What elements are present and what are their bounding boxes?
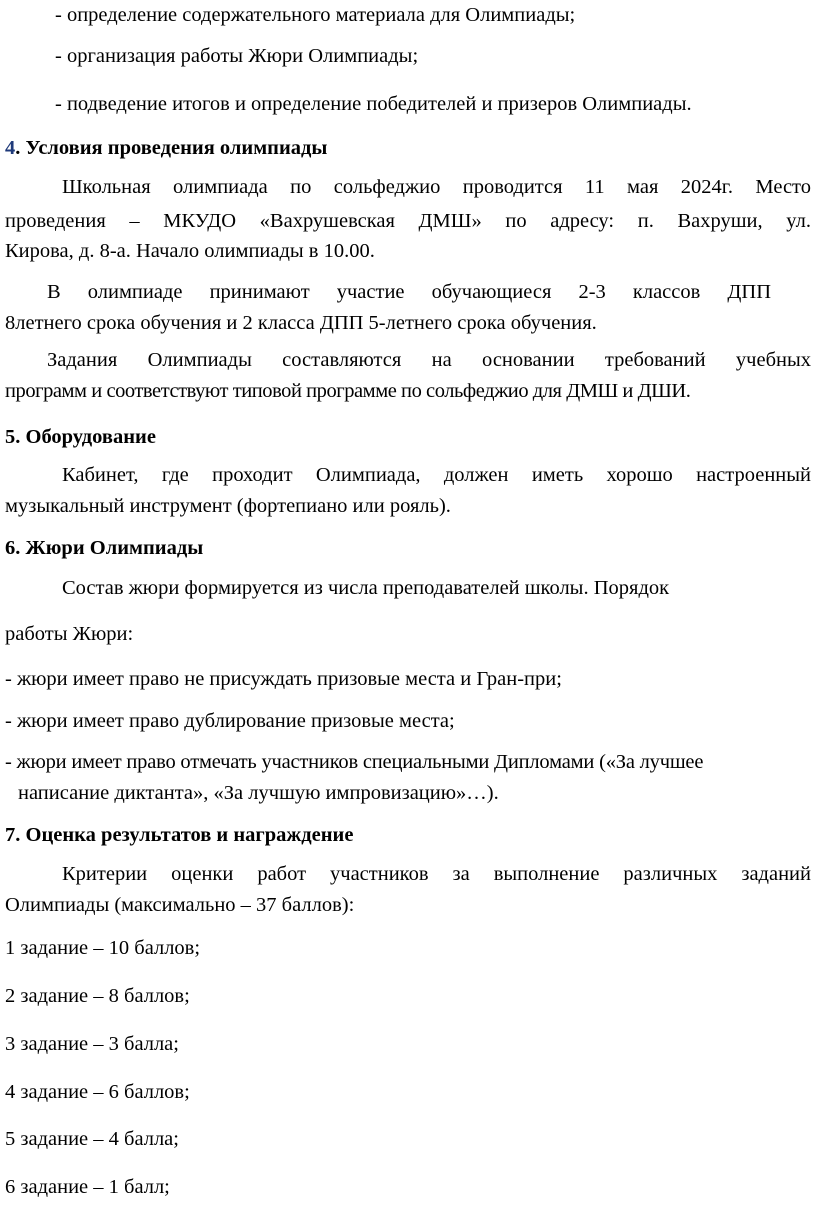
task-score: 1 задание – 10 баллов; <box>5 937 201 959</box>
list-item: - жюри имеет право не присуждать призовые места и Гран-при; <box>5 668 562 690</box>
list-item: - жюри имеет право дублирование призовые места; <box>5 710 455 732</box>
paragraph-line: 8летнего срока обучения и 2 класса ДПП 5-летнего срока обучения. <box>5 312 597 334</box>
section-heading: 7. Оценка результатов и награждение <box>5 824 354 846</box>
paragraph-line: Критерии оценки работ участников за выполнение различных заданий <box>62 863 811 885</box>
list-item: - организация работы Жюри Олимпиады; <box>55 45 419 67</box>
task-score: 2 задание – 8 баллов; <box>5 985 190 1007</box>
section-heading: 6. Жюри Олимпиады <box>5 537 204 559</box>
paragraph-line: Олимпиады (максимально – 37 баллов): <box>5 894 355 916</box>
task-score: 6 задание – 1 балл; <box>5 1176 170 1198</box>
paragraph-line: Кирова, д. 8-а. Начало олимпиады в 10.00. <box>5 240 375 262</box>
section-heading: 5. Оборудование <box>5 426 156 448</box>
list-item-continuation: написание диктанта», «За лучшую импровизацию»…). <box>18 782 499 804</box>
task-score: 5 задание – 4 балла; <box>5 1128 179 1150</box>
section-number: 4 <box>5 137 16 159</box>
paragraph-line: Задания Олимпиады составляются на основании требований учебных <box>47 349 811 371</box>
section-heading <box>5 138 327 159</box>
task-score: 3 задание – 3 балла; <box>5 1033 179 1055</box>
paragraph-line: Состав жюри формируется из числа преподавателей школы. Порядок <box>62 577 670 599</box>
paragraph-line: работы Жюри: <box>5 623 134 645</box>
paragraph-line: проведения – МКУДО «Вахрушевская ДМШ» по адресу: п. Вахруши, ул. <box>5 210 811 232</box>
list-item: - определение содержательного материала для Олимпиады; <box>55 4 576 26</box>
paragraph-line: Школьная олимпиада по сольфеджио проводится 11 мая 2024г. Место <box>62 176 811 198</box>
task-score: 4 задание – 6 баллов; <box>5 1081 190 1103</box>
list-item: - подведение итогов и определение победителей и призеров Олимпиады. <box>55 93 692 115</box>
section-title: . Условия проведения олимпиады <box>15 137 328 159</box>
list-item: - жюри имеет право отмечать участников специальными Дипломами («За лучшее <box>5 751 704 773</box>
paragraph-line: программ и соответствуют типовой программе по сольфеджио для ДМШ и ДШИ. <box>5 380 691 402</box>
paragraph-line: музыкальный инструмент (фортепиано или рояль). <box>5 495 451 517</box>
paragraph-line: В олимпиаде принимают участие обучающиеся 2-3 классов ДПП <box>47 281 771 303</box>
paragraph-line: Кабинет, где проходит Олимпиада, должен иметь хорошо настроенный <box>62 464 811 486</box>
